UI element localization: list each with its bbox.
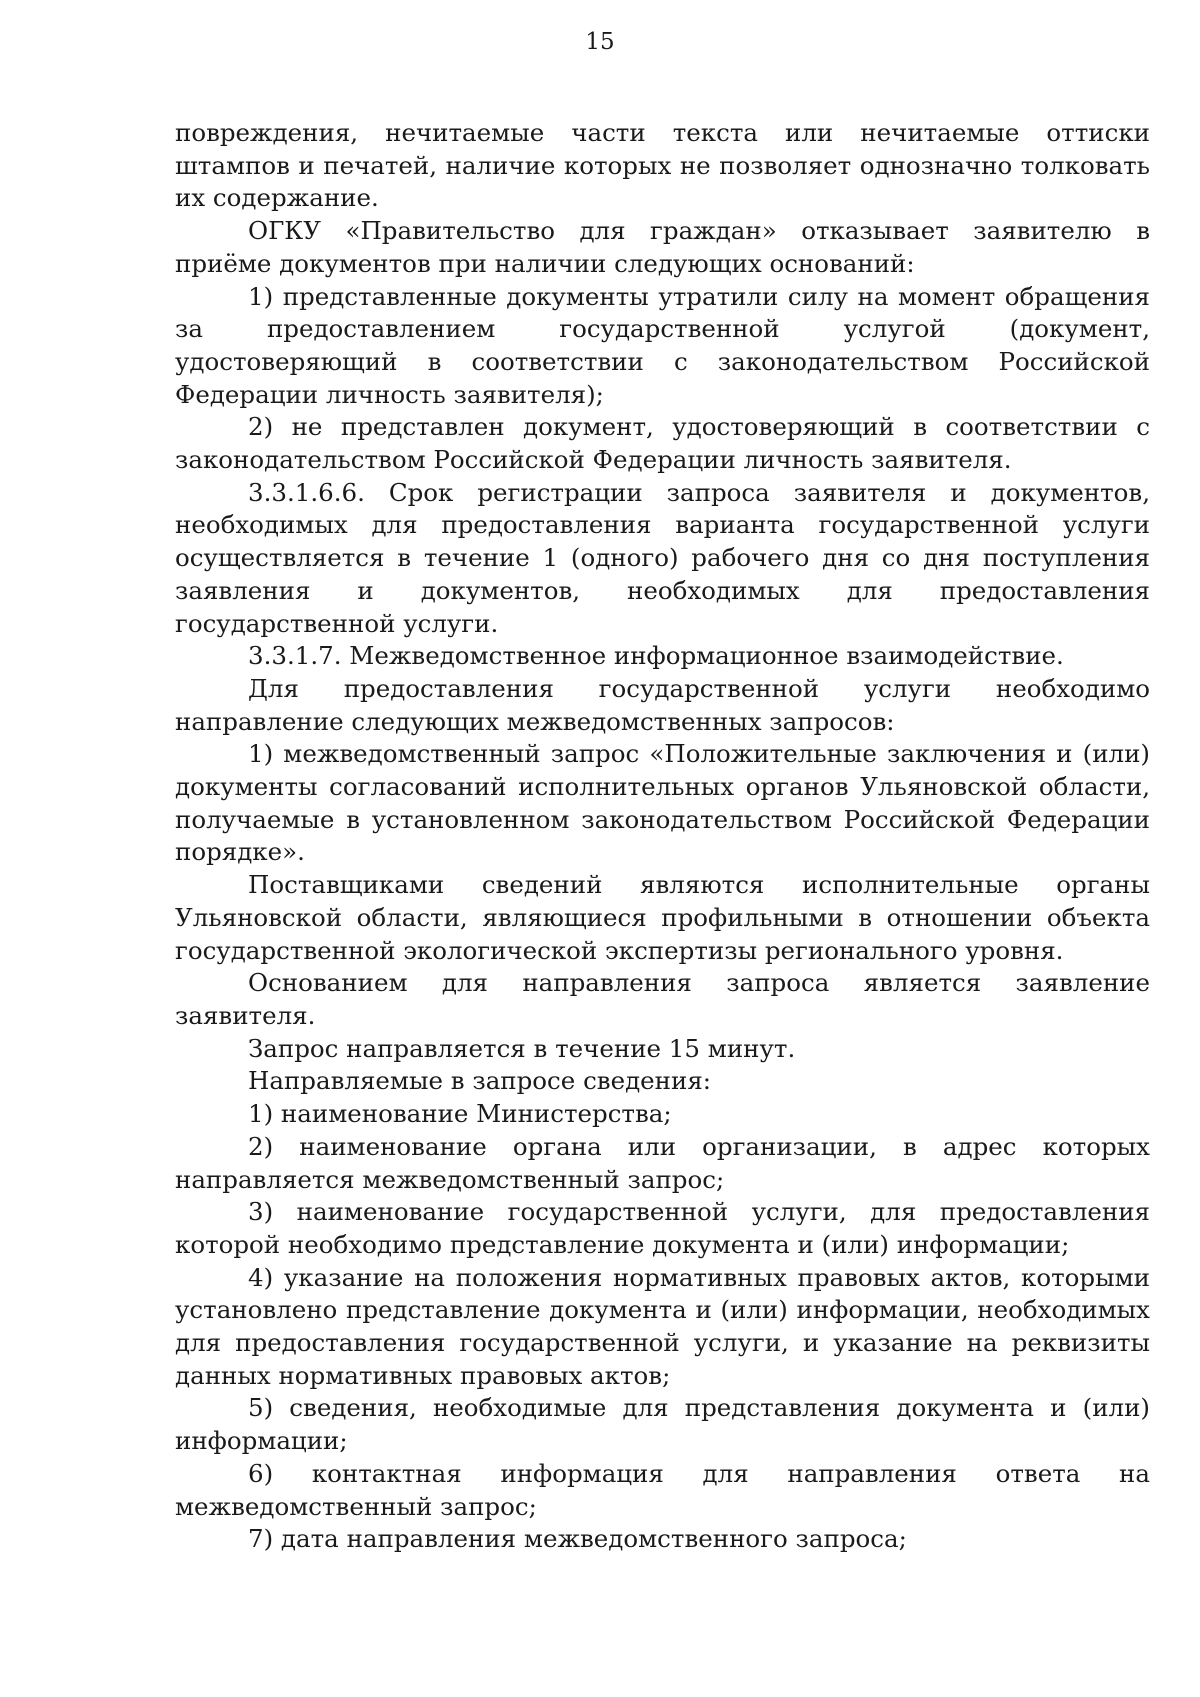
page-number: 15	[585, 29, 615, 55]
paragraph: повреждения, нечитаемые части текста или нечитаемые оттиски штампов и печатей, наличие которых не позволяет однозначно толковать их содержание.	[175, 118, 1150, 213]
list-item: 5) сведения, необходимые для представления документа и (или) информации;	[175, 1393, 1150, 1456]
list-item: 1) наименование Министерства;	[248, 1099, 672, 1129]
section-heading: 3.3.1.7. Межведомственное информационное взаимодействие.	[248, 641, 1064, 671]
list-item: 4) указание на положения нормативных правовых актов, которыми установлено представление документа и (или) информации, необходимых для предоставления государственной услуги, и указание на реквизиты данных нормативных правовых актов;	[175, 1262, 1150, 1390]
paragraph: Направляемые в запросе сведения:	[248, 1066, 712, 1096]
paragraph: ОГКУ «Правительство для граждан» отказывает заявителю в приёме документов при наличии следующих оснований:	[175, 216, 1150, 278]
paragraph: Поставщиками сведений являются исполнительные органы Ульяновской области, являющиеся профильными в отношении объекта государственной экологической экспертизы регионального уровня.	[175, 870, 1150, 965]
paragraph: Для предоставления государственной услуги необходимо направление следующих межведомственных запросов:	[175, 673, 1150, 736]
section-paragraph: 3.3.1.6.6. Срок регистрации запроса заявителя и документов, необходимых для предоставления варианта государственной услуги осуществляется в течение 1 (одного) рабочего дня со дня поступления заявления и документов, необходимых для предоставления государственной услуги.	[175, 477, 1150, 638]
list-item: 2) наименование органа или организации, в адрес которых направляется межведомственный запрос;	[175, 1131, 1150, 1194]
paragraph: Основанием для направления запроса является заявление заявителя.	[175, 968, 1150, 1030]
list-item: 3) наименование государственной услуги, для предоставления которой необходимо представление документа и (или) информации;	[175, 1197, 1150, 1259]
list-item: 1) представленные документы утратили силу на момент обращения за предоставлением государственной услугой (документ, удостоверяющий в соответствии с законодательством Российской Федерации личность заявителя);	[175, 281, 1150, 409]
document-body	[175, 117, 1150, 1556]
list-item: 2) не представлен документ, удостоверяющий в соответствии с законодательством Российской Федерации личность заявителя.	[175, 412, 1150, 475]
paragraph: Запрос направляется в течение 15 минут.	[248, 1033, 796, 1063]
list-item: 7) дата направления межведомственного запроса;	[248, 1524, 907, 1554]
list-item: 1) межведомственный запрос «Положительные заключения и (или) документы согласований исполнительных органов Ульяновской области, получаемые в установленном законодательством Российской Федерации порядке».	[175, 739, 1150, 867]
list-item: 6) контактная информация для направления ответа на межведомственный запрос;	[175, 1458, 1150, 1521]
